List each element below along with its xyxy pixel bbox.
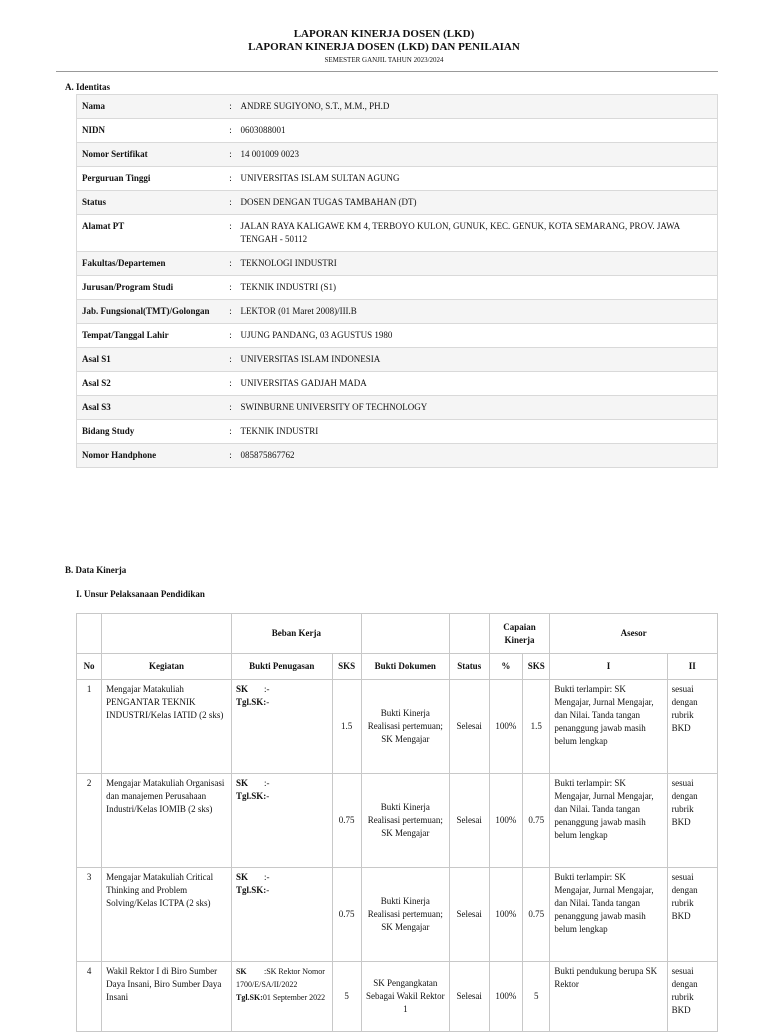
row-bukti-dokumen: Bukti Kinerja Realisasi pertemuan; SK Mengajar [361,774,449,868]
row-asesor-ii: sesuai dengan rubrik BKD [667,868,717,962]
semester-label: SEMESTER GANJIL TAHUN 2023/2024 [324,56,444,64]
identitas-value: 085875867762 [240,450,295,460]
identitas-value: 0603088001 [240,125,286,135]
sk-value: :- [263,778,270,788]
identitas-value: JALAN RAYA KALIGAWE KM 4, TERBOYO KULON, GUNUK, KEC. GENUK, KOTA SEMARANG, PROV. JAWA TENGAH - 50112 [240,221,680,244]
identitas-label: Status [82,197,107,207]
kinerja-row [77,868,718,962]
row-bukti-dokumen: Bukti Kinerja Realisasi pertemuan; SK Mengajar [361,868,449,962]
identitas-separator: : [229,306,232,316]
header-asesor-ii: II [667,654,717,680]
identitas-row [77,119,718,143]
row-kegiatan: Mengajar Matakuliah PENGANTAR TEKNIK INDUSTRI/Kelas IATID (2 sks) [102,680,232,774]
identitas-row [77,215,718,252]
identitas-label: Asal S1 [82,354,111,364]
identitas-value: ANDRE SUGIYONO, S.T., M.M., PH.D [240,101,390,111]
identitas-separator: : [229,426,232,436]
identitas-row [77,95,718,119]
header-no: No [77,654,102,680]
tglsk-value: 01 September 2022 [262,993,326,1002]
header-empty-no [77,614,102,654]
row-persen: 100% [489,868,523,962]
header-bukti-penugasan: Bukti Penugasan [231,654,332,680]
row-kegiatan: Mengajar Matakuliah Organisasi dan manajemen Perusahaan Industri/Kelas IOMIB (2 sks) [102,774,232,868]
header-persen: % [489,654,523,680]
identitas-separator: : [229,173,232,183]
report-header [0,0,768,65]
tglsk-value: - [266,885,270,895]
tglsk-label: Tgl.SK: [235,697,267,707]
kinerja-row [77,680,718,774]
row-asesor-i: Bukti terlampir: SK Mengajar, Jurnal Mengajar, dan Nilai. Tanda tangan penanggung jawab masih belum lengkap [550,868,667,962]
tglsk-label: Tgl.SK: [235,993,263,1002]
identitas-separator: : [229,378,232,388]
report-title: LAPORAN KINERJA DOSEN (LKD) [293,28,475,40]
identitas-label: Bidang Study [82,426,135,436]
identitas-label: Nomor Handphone [82,450,157,460]
tglsk-line [236,696,328,709]
identitas-row [77,444,718,468]
sk-line [236,871,328,884]
header-sks: SKS [332,654,361,680]
row-status: Selesai [449,680,489,774]
row-asesor-i: Bukti terlampir: SK Mengajar, Jurnal Mengajar, dan Nilai. Tanda tangan penanggung jawab masih belum lengkap [550,680,667,774]
identitas-label: NIDN [82,125,106,135]
identitas-row [77,167,718,191]
identitas-row [77,143,718,167]
sk-label: SK [235,778,248,788]
identitas-separator: : [229,258,232,268]
identitas-separator: : [229,450,232,460]
header-capaian-sks: SKS [523,654,550,680]
identitas-row [77,372,718,396]
row-no: 2 [77,774,102,868]
row-bukti-dokumen: SK Pengangkatan Sebagai Wakil Rektor 1 [361,962,449,1032]
header-status: Status [449,654,489,680]
row-kegiatan: Mengajar Matakuliah Critical Thinking and Problem Solving/Kelas ICTPA (2 sks) [102,868,232,962]
identitas-table [76,94,718,468]
identitas-label: Nomor Sertifikat [82,149,148,159]
row-asesor-i: Bukti terlampir: SK Mengajar, Jurnal Mengajar, dan Nilai. Tanda tangan penanggung jawab masih belum lengkap [550,774,667,868]
identitas-separator: : [229,402,232,412]
header-capaian-kinerja: Capaian Kinerja [489,614,550,654]
identitas-separator: : [229,125,232,135]
unsur-pendidikan-heading: I. Unsur Pelaksanaan Pendidikan [76,589,205,599]
header-empty-kegiatan [102,614,232,654]
kinerja-row [77,962,718,1032]
identitas-separator: : [229,101,232,111]
row-sks: 0.75 [332,774,361,868]
tglsk-label: Tgl.SK: [235,885,267,895]
identitas-row [77,252,718,276]
identitas-label: Nama [82,101,105,111]
identitas-row [77,276,718,300]
report-subtitle: LAPORAN KINERJA DOSEN (LKD) DAN PENILAIAN [248,41,520,53]
kinerja-row [77,774,718,868]
tglsk-line [236,991,328,1004]
row-capaian-sks: 0.75 [523,868,550,962]
row-capaian-sks: 1.5 [523,680,550,774]
row-persen: 100% [489,774,523,868]
row-bukti-penugasan [231,868,332,962]
header-divider [56,71,718,72]
identitas-value: UNIVERSITAS ISLAM SULTAN AGUNG [240,173,400,183]
row-no: 1 [77,680,102,774]
row-bukti-penugasan [231,774,332,868]
header-empty-status [449,614,489,654]
kinerja-table [76,613,718,1032]
identitas-value: TEKNIK INDUSTRI [240,426,319,436]
row-sks: 1.5 [332,680,361,774]
tglsk-label: Tgl.SK: [235,791,267,801]
sk-value: :- [263,872,270,882]
row-no: 3 [77,868,102,962]
row-persen: 100% [489,680,523,774]
row-status: Selesai [449,774,489,868]
identitas-value: UNIVERSITAS GADJAH MADA [240,378,367,388]
row-asesor-ii: sesuai dengan rubrik BKD [667,680,717,774]
identitas-separator: : [229,197,232,207]
identitas-label: Alamat PT [82,221,125,231]
sk-label: SK [235,967,247,976]
header-beban-kerja: Beban Kerja [231,614,361,654]
tglsk-value: - [266,697,270,707]
identitas-label: Jurusan/Program Studi [82,282,174,292]
row-sks: 5 [332,962,361,1032]
row-asesor-ii: sesuai dengan rubrik BKD [667,774,717,868]
tglsk-line [236,790,328,803]
identitas-value: DOSEN DENGAN TUGAS TAMBAHAN (DT) [240,197,417,207]
identitas-value: UNIVERSITAS ISLAM INDONESIA [240,354,381,364]
row-asesor-i: Bukti pendukung berupa SK Rektor [550,962,667,1032]
identitas-row [77,300,718,324]
row-sks: 0.75 [332,868,361,962]
identitas-separator: : [229,354,232,364]
row-asesor-ii: sesuai dengan rubrik BKD [667,962,717,1032]
identitas-value: SWINBURNE UNIVERSITY OF TECHNOLOGY [240,402,428,412]
row-kegiatan: Wakil Rektor I di Biro Sumber Daya Insani, Biro Sumber Daya Insani [102,962,232,1032]
identitas-value: TEKNIK INDUSTRI (S1) [240,282,336,292]
sk-label: SK [235,872,248,882]
row-bukti-penugasan [231,962,332,1032]
identitas-row [77,324,718,348]
identitas-separator: : [229,330,232,340]
header-kegiatan: Kegiatan [102,654,232,680]
identitas-separator: : [229,282,232,292]
sk-value: :- [263,684,270,694]
identitas-heading: A. Identitas [65,82,111,92]
identitas-row [77,420,718,444]
data-kinerja-heading: B. Data Kinerja [65,565,127,575]
identitas-separator: : [229,221,232,231]
identitas-separator: : [229,149,232,159]
identitas-row [77,191,718,215]
identitas-label: Tempat/Tanggal Lahir [82,330,169,340]
row-bukti-dokumen: Bukti Kinerja Realisasi pertemuan; SK Mengajar [361,680,449,774]
header-bukti-dokumen: Bukti Dokumen [361,654,449,680]
sk-line [236,683,328,696]
identitas-label: Asal S2 [82,378,111,388]
header-asesor-i: I [550,654,667,680]
identitas-value: 14 001009 0023 [240,149,299,159]
identitas-row [77,396,718,420]
identitas-label: Perguruan Tinggi [82,173,151,183]
identitas-value: TEKNOLOGI INDUSTRI [240,258,337,268]
sk-value: :SK Rektor Nomor 1700/E/SA/II/2022 [235,967,325,989]
tglsk-value: - [266,791,270,801]
identitas-label: Jab. Fungsional(TMT)/Golongan [82,306,210,316]
identitas-row [77,348,718,372]
sk-label: SK [235,684,248,694]
row-capaian-sks: 5 [523,962,550,1032]
identitas-label: Asal S3 [82,402,111,412]
identitas-label: Fakultas/Departemen [82,258,166,268]
row-no: 4 [77,962,102,1032]
row-capaian-sks: 0.75 [523,774,550,868]
identitas-value: UJUNG PANDANG, 03 AGUSTUS 1980 [240,330,393,340]
row-status: Selesai [449,962,489,1032]
sk-line [236,777,328,790]
identitas-value: LEKTOR (01 Maret 2008)/III.B [240,306,357,316]
row-bukti-penugasan [231,680,332,774]
row-status: Selesai [449,868,489,962]
tglsk-line [236,884,328,897]
row-persen: 100% [489,962,523,1032]
header-empty-dokumen [361,614,449,654]
sk-line [236,965,328,991]
header-asesor: Asesor [550,614,718,654]
